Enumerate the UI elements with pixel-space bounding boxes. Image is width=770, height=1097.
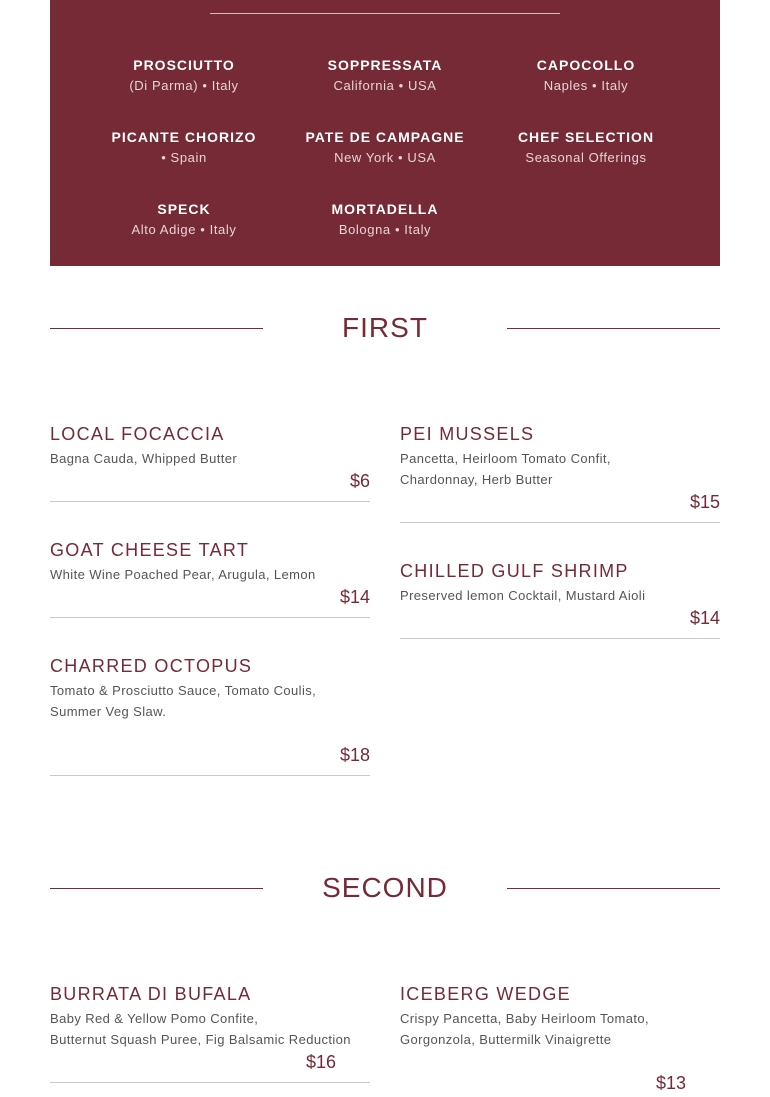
meat-name: PICANTE CHORIZO xyxy=(111,129,257,145)
menu-item-charred-octopus xyxy=(50,655,370,722)
item-price: $13 xyxy=(655,1073,686,1093)
item-description: Gorgonzola, Buttermilk Vinaigrette xyxy=(400,1032,612,1047)
item-divider xyxy=(50,1082,370,1083)
item-description: Crispy Pancetta, Baby Heirloom Tomato, xyxy=(400,1011,650,1026)
meat-picante-chorizo xyxy=(84,128,284,166)
item-name: BURRATA DI BUFALA xyxy=(50,984,252,1004)
meat-name: CHEF SELECTION xyxy=(517,129,655,145)
menu-item-chilled-gulf-shrimp xyxy=(400,560,720,606)
section-title: FIRST xyxy=(342,312,428,343)
item-description: Pancetta, Heirloom Tomato Confit, xyxy=(400,451,611,466)
item-divider xyxy=(50,501,370,502)
menu-item-goat-cheese-tart xyxy=(50,539,370,585)
meat-name: SPECK xyxy=(157,201,211,217)
charcuterie-divider xyxy=(210,13,560,14)
menu-item-iceberg-wedge xyxy=(400,983,720,1050)
item-price: $16 xyxy=(305,1052,336,1072)
item-divider xyxy=(400,522,720,523)
meat-origin: Alto Adige • Italy xyxy=(131,222,237,237)
item-divider xyxy=(400,638,720,639)
meat-capocollo xyxy=(486,56,686,94)
item-description: Baby Red & Yellow Pomo Confite, xyxy=(50,1011,259,1026)
item-price: $18 xyxy=(339,745,370,765)
charcuterie-panel xyxy=(50,0,720,266)
meat-name: PROSCIUTTO xyxy=(133,57,235,73)
item-name: CHILLED GULF SHRIMP xyxy=(400,561,629,581)
meat-origin: Bologna • Italy xyxy=(338,222,432,237)
meat-pate-de-campagne xyxy=(285,128,485,166)
item-description: Preserved lemon Cocktail, Mustard Aioli xyxy=(400,588,646,603)
item-name: PEI MUSSELS xyxy=(400,424,535,444)
item-description: Bagna Cauda, Whipped Butter xyxy=(50,451,238,466)
item-name: LOCAL FOCACCIA xyxy=(50,424,225,444)
item-name: CHARRED OCTOPUS xyxy=(50,656,253,676)
item-divider xyxy=(50,617,370,618)
item-description: Tomato & Prosciutto Sauce, Tomato Coulis, xyxy=(50,683,317,698)
meat-origin: Naples • Italy xyxy=(543,78,629,93)
item-name: GOAT CHEESE TART xyxy=(50,540,250,560)
meat-origin: Seasonal Offerings xyxy=(525,150,647,165)
meat-origin: California • USA xyxy=(333,78,437,93)
item-divider xyxy=(50,775,370,776)
heading-line xyxy=(507,888,720,889)
item-description: White Wine Poached Pear, Arugula, Lemon xyxy=(50,567,316,582)
item-price: $6 xyxy=(349,471,370,491)
meat-origin: • Spain xyxy=(161,150,207,165)
item-description: Summer Veg Slaw. xyxy=(50,704,167,719)
item-name: ICEBERG WEDGE xyxy=(400,984,571,1004)
meat-name: PATE DE CAMPAGNE xyxy=(305,129,465,145)
heading-line xyxy=(507,328,720,329)
meat-origin: (Di Parma) • Italy xyxy=(129,78,239,93)
item-description: Butternut Squash Puree, Fig Balsamic Reduction xyxy=(50,1032,351,1047)
meat-chef-selection xyxy=(486,128,686,166)
menu-item-local-focaccia xyxy=(50,423,370,469)
meat-speck xyxy=(84,200,284,238)
meat-name: SOPPRESSATA xyxy=(327,57,443,73)
item-price: $15 xyxy=(689,492,720,512)
meat-name: MORTADELLA xyxy=(331,201,439,217)
meat-mortadella xyxy=(285,200,485,238)
menu-item-pei-mussels xyxy=(400,423,720,490)
item-price: $14 xyxy=(339,587,370,607)
item-price: $14 xyxy=(689,608,720,628)
meat-soppressata xyxy=(285,56,485,94)
meat-name: CAPOCOLLO xyxy=(536,57,636,73)
section-title: SECOND xyxy=(322,872,448,903)
meat-prosciutto xyxy=(84,56,284,94)
section-heading-first xyxy=(50,308,720,348)
item-description: Chardonnay, Herb Butter xyxy=(400,472,553,487)
section-heading-second xyxy=(50,868,720,908)
meat-origin: New York • USA xyxy=(334,150,436,165)
menu-item-burrata-di-bufala xyxy=(50,983,370,1050)
